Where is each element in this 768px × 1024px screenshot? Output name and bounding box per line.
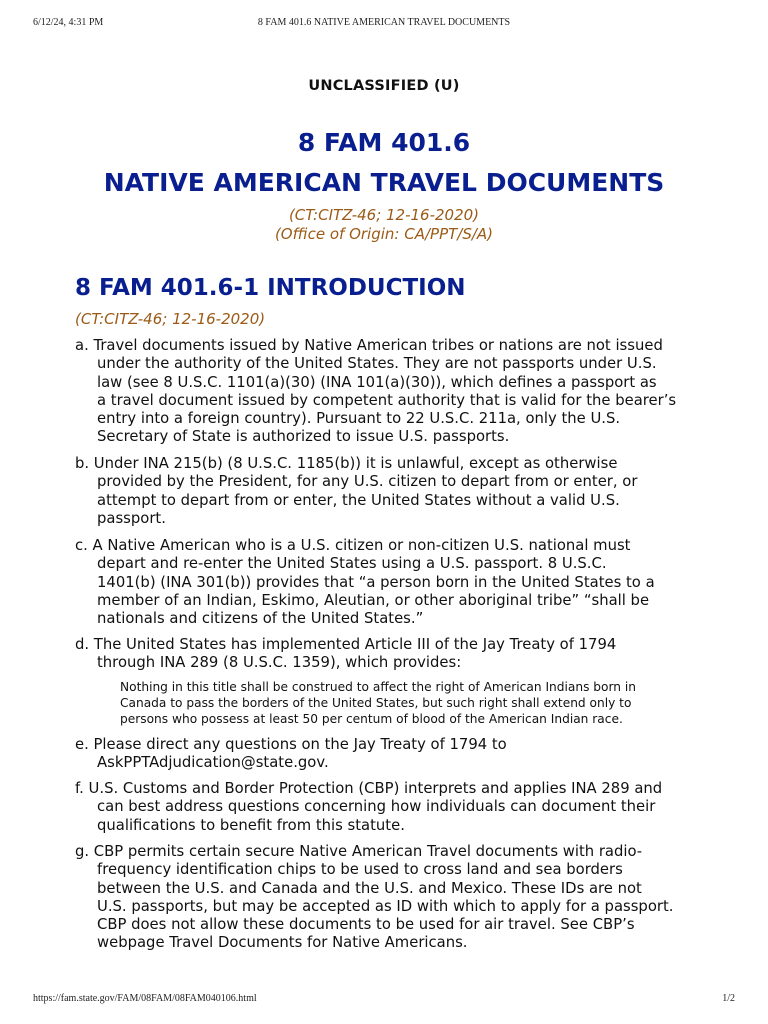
office-of-origin: (Office of Origin: CA/PPT/S/A)	[274, 225, 494, 243]
quote-line: persons who possess at least 50 per centum of blood of the American Indian race.	[120, 711, 623, 726]
paragraph-line: attempt to depart from or enter, the United States without a valid U.S.	[97, 491, 620, 509]
paragraph-line: entry into a foreign country). Pursuant to 22 U.S.C. 211a, only the U.S.	[97, 410, 621, 428]
paragraph-line: AskPPTAdjudication@state.gov.	[97, 754, 329, 772]
section-transmittal: (CT:CITZ-46; 12-16-2020)	[75, 310, 266, 328]
paragraph-line: member of an Indian, Eskimo, Aleutian, or other aboriginal tribe” “shall be	[97, 591, 650, 609]
print-url: https://fam.state.gov/FAM/08FAM/08FAM040106.html	[33, 993, 257, 1004]
paragraph-line: through INA 289 (8 U.S.C. 1359), which provides:	[97, 654, 462, 672]
paragraph-line: c. A Native American who is a U.S. citizen or non-citizen U.S. national must	[75, 537, 631, 554]
paragraph-line: 1401(b) (INA 301(b)) provides that “a person born in the United States to a	[97, 573, 655, 591]
change-transmittal: (CT:CITZ-46; 12-16-2020)	[288, 206, 480, 224]
paragraph-line: b. Under INA 215(b) (8 U.S.C. 1185(b)) it is unlawful, except as otherwise	[75, 455, 618, 472]
print-page-number: 1/2	[722, 993, 735, 1004]
paragraph-line: a. Travel documents issued by Native American tribes or nations are not issued	[75, 337, 663, 354]
paragraph-line: f. U.S. Customs and Border Protection (CBP) interprets and applies INA 289 and	[75, 780, 663, 797]
paragraph-line: can best address questions concerning how individuals can document their	[97, 798, 656, 816]
paragraph-line: depart and re-enter the United States using a U.S. passport. 8 U.S.C.	[97, 555, 607, 573]
quote-line: Canada to pass the borders of the United States, but such right shall extend only to	[120, 695, 632, 710]
paragraph-line: qualifications to benefit from this statute.	[97, 816, 405, 834]
document-number: 8 FAM 401.6	[297, 128, 471, 157]
paragraph-line: nationals and citizens of the United States.”	[97, 610, 424, 628]
paragraph-line: between the U.S. and Canada and the U.S. and Mexico. These IDs are not	[97, 879, 642, 897]
paragraph-line: CBP does not allow these documents to be used for air travel. See CBP’s	[97, 916, 635, 934]
paragraph-line: law (see 8 U.S.C. 1101(a)(30) (INA 101(a)(30)), which defines a passport as	[97, 373, 657, 391]
statute-quote	[120, 680, 680, 727]
paragraph-line: g. CBP permits certain secure Native American Travel documents with radio-	[75, 843, 643, 860]
paragraph-e	[75, 736, 700, 773]
paragraph-line: a travel document issued by competent authority that is valid for the bearer’s	[97, 391, 677, 409]
paragraph-line: webpage Travel Documents for Native Americans.	[97, 934, 468, 952]
paragraph-line: U.S. passports, but may be accepted as ID with which to apply for a passport.	[97, 897, 674, 915]
paragraph-line: provided by the President, for any U.S. citizen to depart from or enter, or	[97, 473, 638, 491]
paragraph-f	[75, 780, 700, 835]
paragraph-line: d. The United States has implemented Article III of the Jay Treaty of 1794	[75, 636, 617, 653]
paragraph-line: frequency identification chips to be used to cross land and sea borders	[97, 861, 623, 879]
section-heading: 8 FAM 401.6-1 INTRODUCTION	[75, 275, 466, 301]
quote-line: Nothing in this title shall be construed to affect the right of American Indians born in	[120, 680, 637, 694]
paragraph-g	[75, 843, 700, 953]
paragraph-line: passport.	[97, 509, 166, 527]
print-datetime: 6/12/24, 4:31 PM	[33, 17, 104, 28]
print-header	[33, 17, 735, 31]
print-footer	[33, 993, 735, 1007]
paragraph-line: under the authority of the United States. They are not passports under U.S.	[97, 355, 657, 373]
classification-banner: UNCLASSIFIED (U)	[308, 78, 460, 94]
paragraph-line: Secretary of State is authorized to issue U.S. passports.	[97, 428, 510, 446]
paragraph-c	[75, 537, 700, 628]
print-page-title: 8 FAM 401.6 NATIVE AMERICAN TRAVEL DOCUMENTS	[257, 17, 511, 28]
paragraph-line: e. Please direct any questions on the Jay Treaty of 1794 to	[75, 736, 507, 753]
document-title: NATIVE AMERICAN TRAVEL DOCUMENTS	[103, 168, 665, 197]
paragraph-a	[75, 337, 700, 447]
paragraph-d	[75, 636, 700, 673]
paragraph-b	[75, 455, 700, 528]
